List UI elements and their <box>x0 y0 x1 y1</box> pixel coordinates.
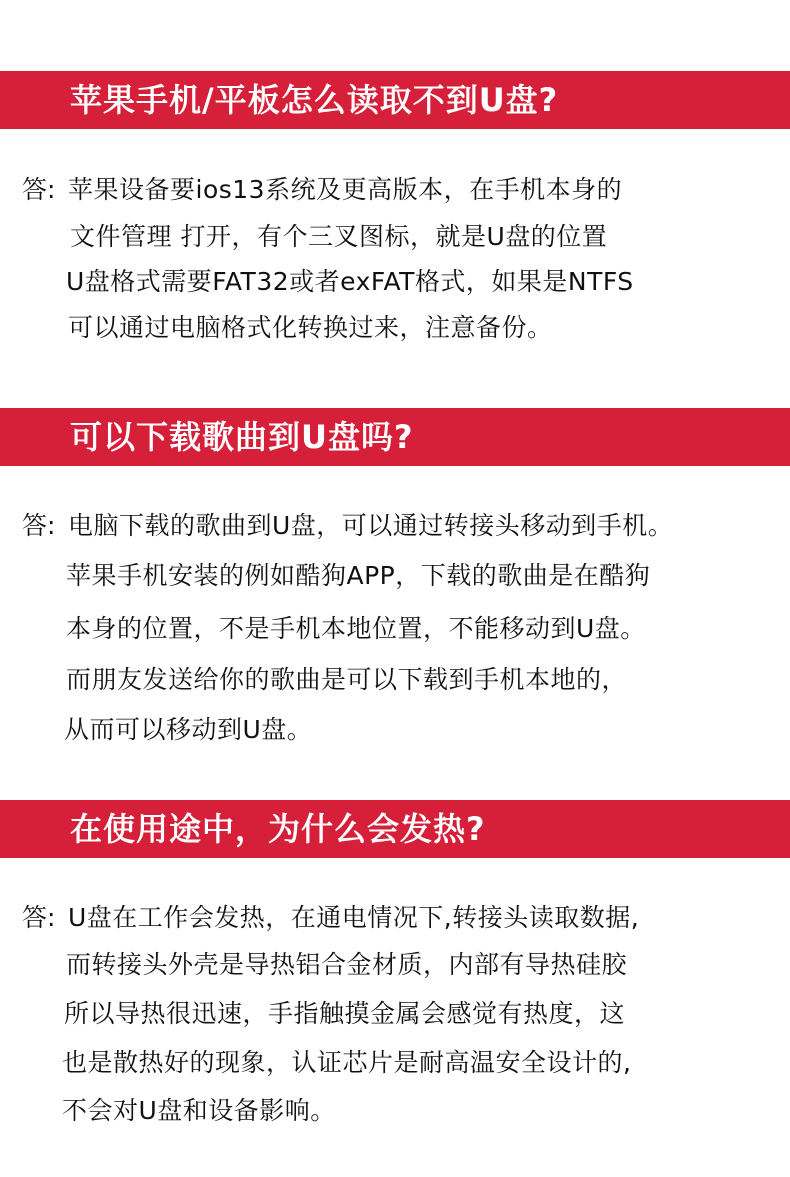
section-1-title-banner <box>0 71 790 129</box>
answer-prefix: 答: <box>22 903 56 932</box>
answer-line: 可以通过电脑格式化转换过来，注意备份。 <box>68 313 553 342</box>
answer-line: U盘格式需要FAT32或者exFAT格式，如果是NTFS <box>66 267 634 296</box>
section-2-title: 可以下载歌曲到U盘吗? <box>70 418 414 456</box>
answer-line: U盘在工作会发热，在通电情况下,转接头读取数据, <box>68 903 640 932</box>
answer-line: 也是散热好的现象，认证芯片是耐高温安全设计的, <box>62 1048 632 1077</box>
answer-prefix: 答: <box>22 511 56 540</box>
answer-line: 所以导热很迅速，手指触摸金属会感觉有热度，这 <box>64 999 626 1028</box>
answer-line: 从而可以移动到U盘。 <box>64 715 313 744</box>
answer-line: 苹果设备要ios13系统及更高版本，在手机本身的 <box>68 175 623 204</box>
answer-line: 不会对U盘和设备影响。 <box>62 1096 336 1125</box>
answer-line: 而转接头外壳是导热铝合金材质，内部有导热硅胶 <box>66 950 628 979</box>
answer-line: 而朋友发送给你的歌曲是可以下载到手机本地的， <box>66 665 628 694</box>
section-1-title: 苹果手机/平板怎么读取不到U盘? <box>70 81 559 119</box>
answer-line: 本身的位置，不是手机本地位置，不能移动到U盘。 <box>66 614 646 643</box>
answer-line: 电脑下载的歌曲到U盘，可以通过转接头移动到手机。 <box>68 511 674 540</box>
section-3-title: 在使用途中，为什么会发热? <box>70 810 486 848</box>
section-2-title-banner <box>0 408 790 466</box>
answer-line: 苹果手机安装的例如酷狗APP，下载的歌曲是在酷狗 <box>66 561 651 590</box>
answer-prefix: 答: <box>22 175 56 204</box>
section-3-title-banner <box>0 800 790 858</box>
answer-line: 文件管理 打开，有个三叉图标，就是U盘的位置 <box>70 222 608 251</box>
